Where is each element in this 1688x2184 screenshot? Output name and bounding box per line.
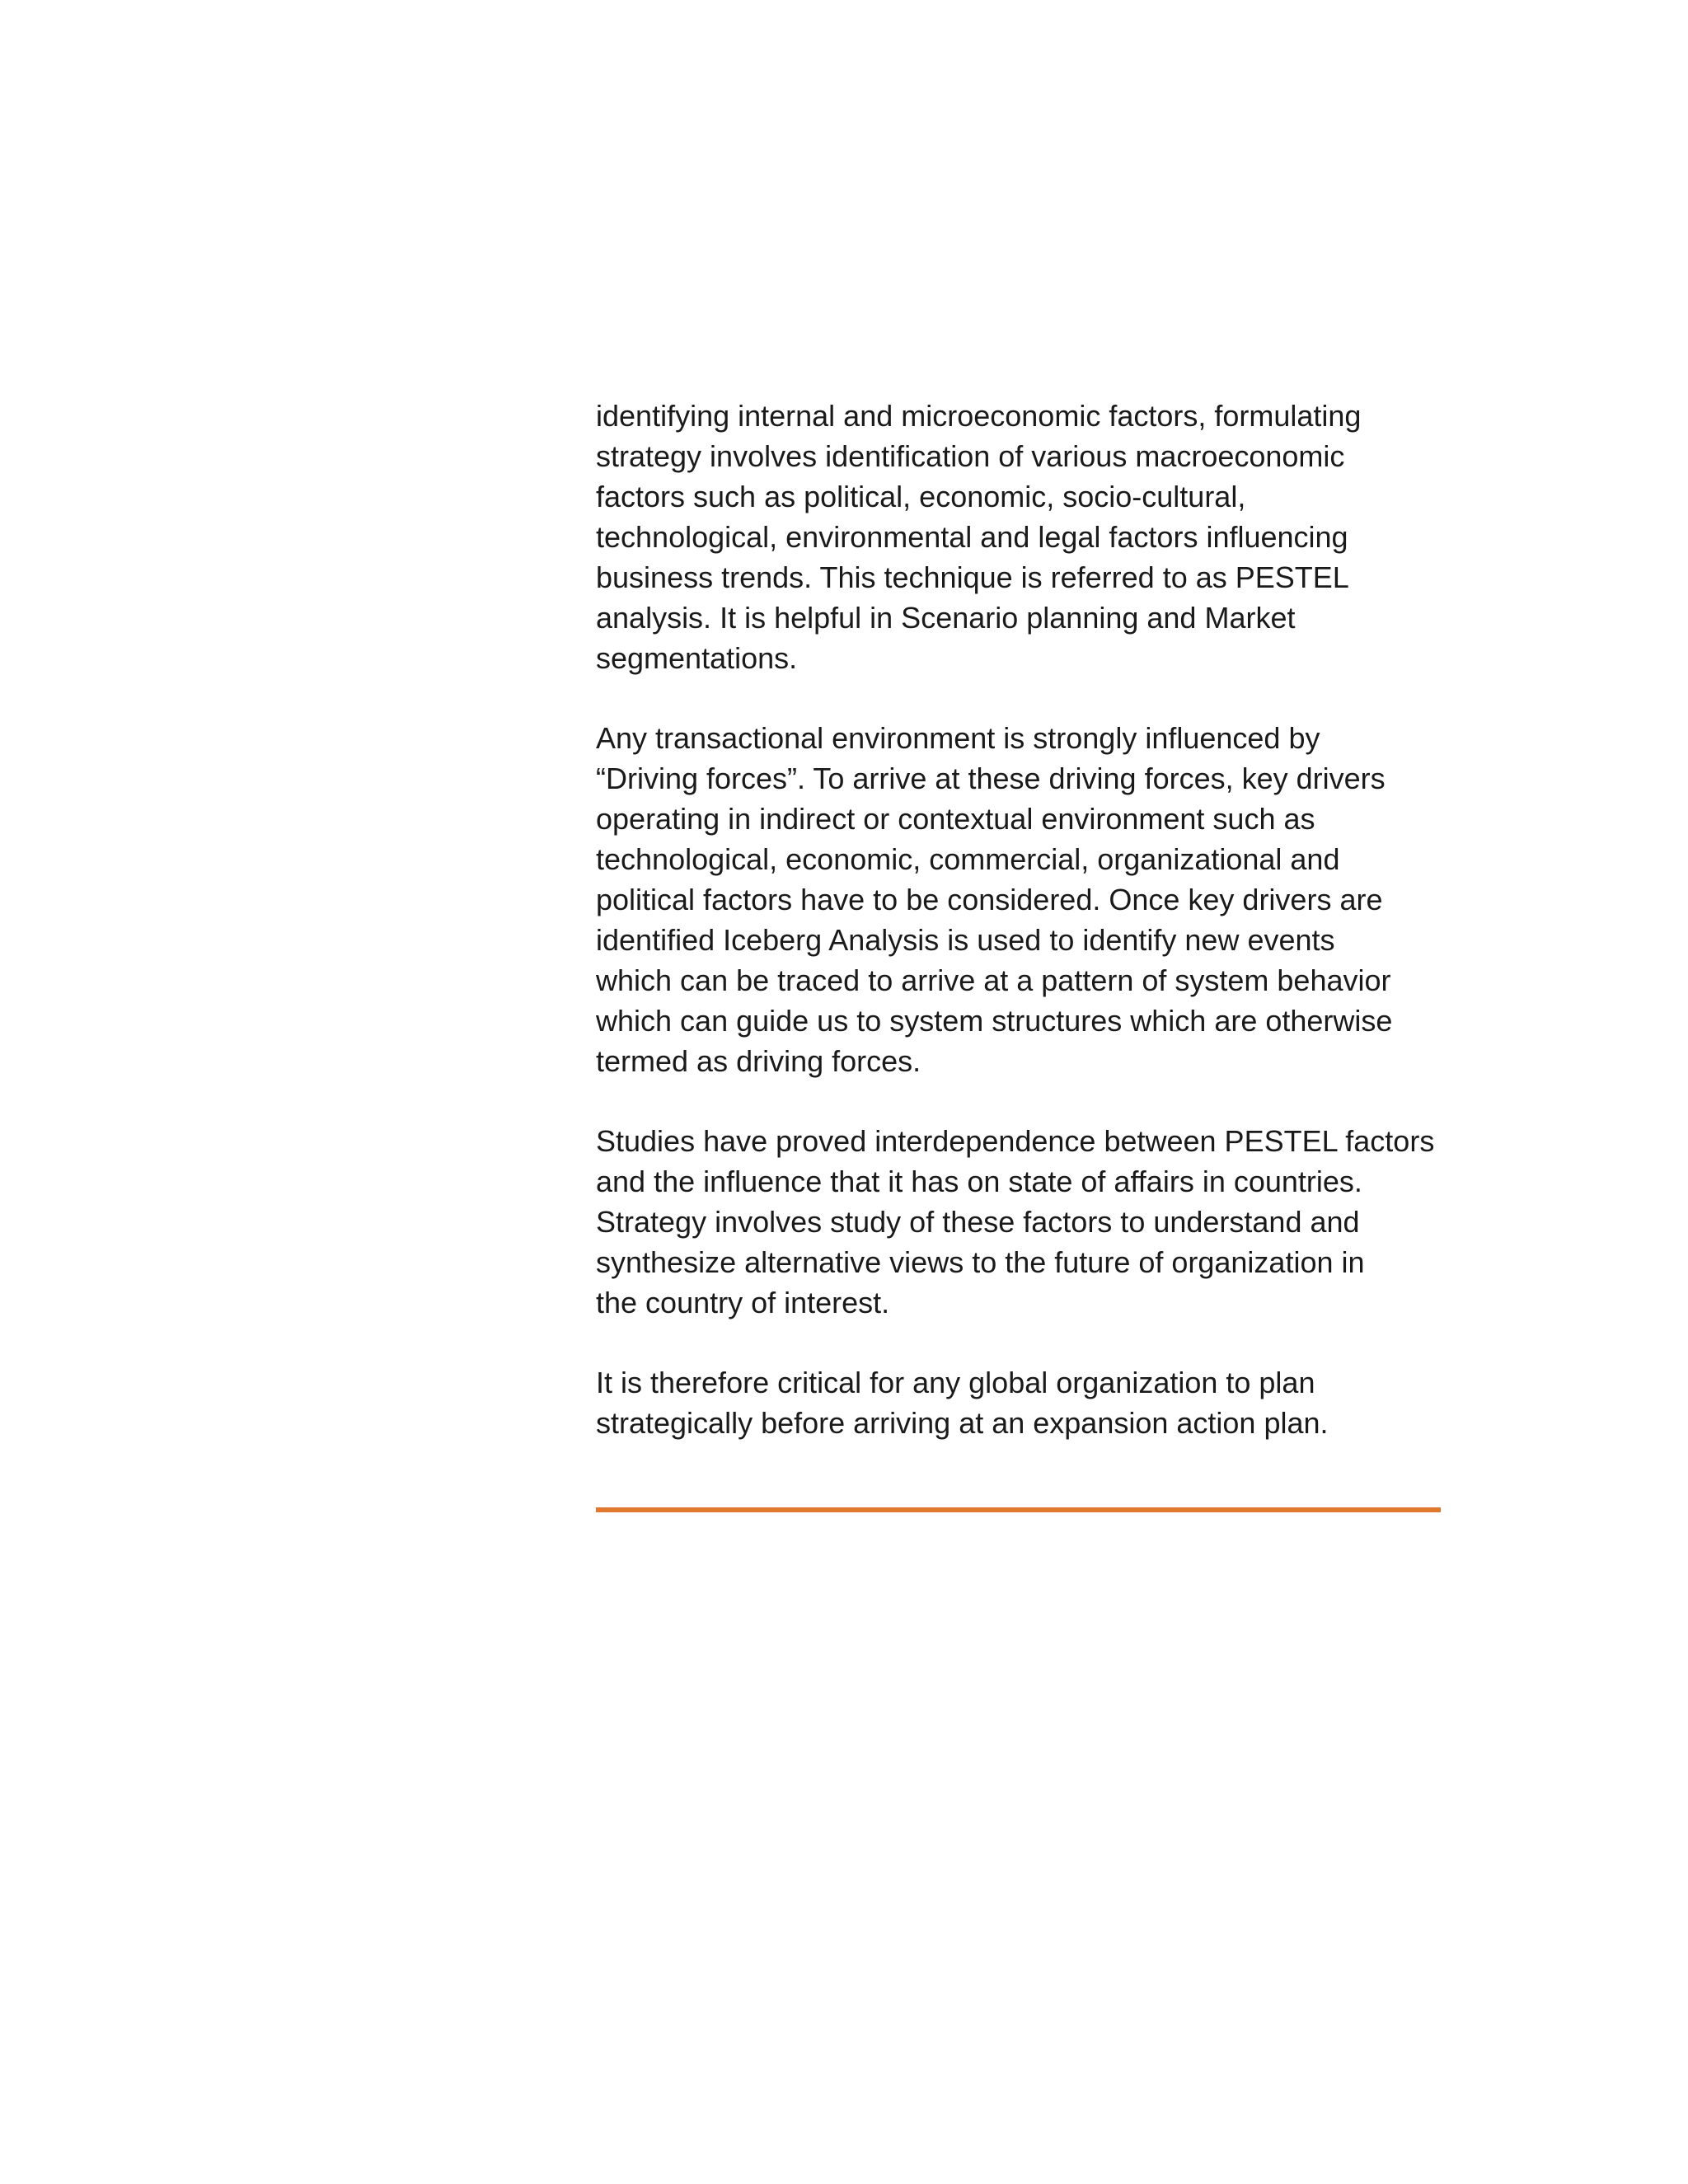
text-line: strategically before arriving at an expansion action plan. <box>596 1406 1329 1440</box>
text-line: It is therefore critical for any global organization to plan <box>596 1366 1315 1399</box>
text-line: analysis. It is helpful in Scenario planning and Market <box>596 601 1296 635</box>
text-line: termed as driving forces. <box>596 1044 921 1078</box>
paragraph-pestel-intro <box>596 396 1445 678</box>
text-line: strategy involves identification of various macroeconomic <box>596 439 1345 473</box>
text-line: and the influence that it has on state of affairs in countries. <box>596 1165 1362 1198</box>
text-line: identified Iceberg Analysis is used to identify new events <box>596 923 1335 957</box>
text-line: segmentations. <box>596 641 798 675</box>
text-line: technological, economic, commercial, organizational and <box>596 842 1340 876</box>
text-line: identifying internal and microeconomic factors, formulating <box>596 399 1362 433</box>
text-line: which can be traced to arrive at a pattern of system behavior <box>596 963 1391 997</box>
text-line: Strategy involves study of these factors to understand and <box>596 1205 1360 1239</box>
text-line: the country of interest. <box>596 1286 890 1319</box>
text-line: factors such as political, economic, socio-cultural, <box>596 480 1246 513</box>
text-line: “Driving forces”. To arrive at these driving forces, key drivers <box>596 762 1386 795</box>
text-line: technological, environmental and legal factors influencing <box>596 520 1348 554</box>
paragraph-driving-forces <box>596 718 1445 1081</box>
paragraph-interdependence <box>596 1121 1445 1323</box>
text-line: which can guide us to system structures which are otherwise <box>596 1004 1393 1038</box>
text-line: business trends. This technique is referred to as PESTEL <box>596 560 1349 594</box>
text-line: synthesize alternative views to the future of organization in <box>596 1245 1365 1279</box>
text-line: Studies have proved interdependence between PESTEL factors <box>596 1124 1435 1158</box>
text-line: Any transactional environment is strongly influenced by <box>596 721 1320 755</box>
body-text <box>596 396 1445 1483</box>
paragraph-conclusion <box>596 1362 1445 1443</box>
text-line: operating in indirect or contextual environment such as <box>596 802 1315 836</box>
section-divider-rule <box>596 1507 1441 1512</box>
text-line: political factors have to be considered. Once key drivers are <box>596 883 1383 916</box>
